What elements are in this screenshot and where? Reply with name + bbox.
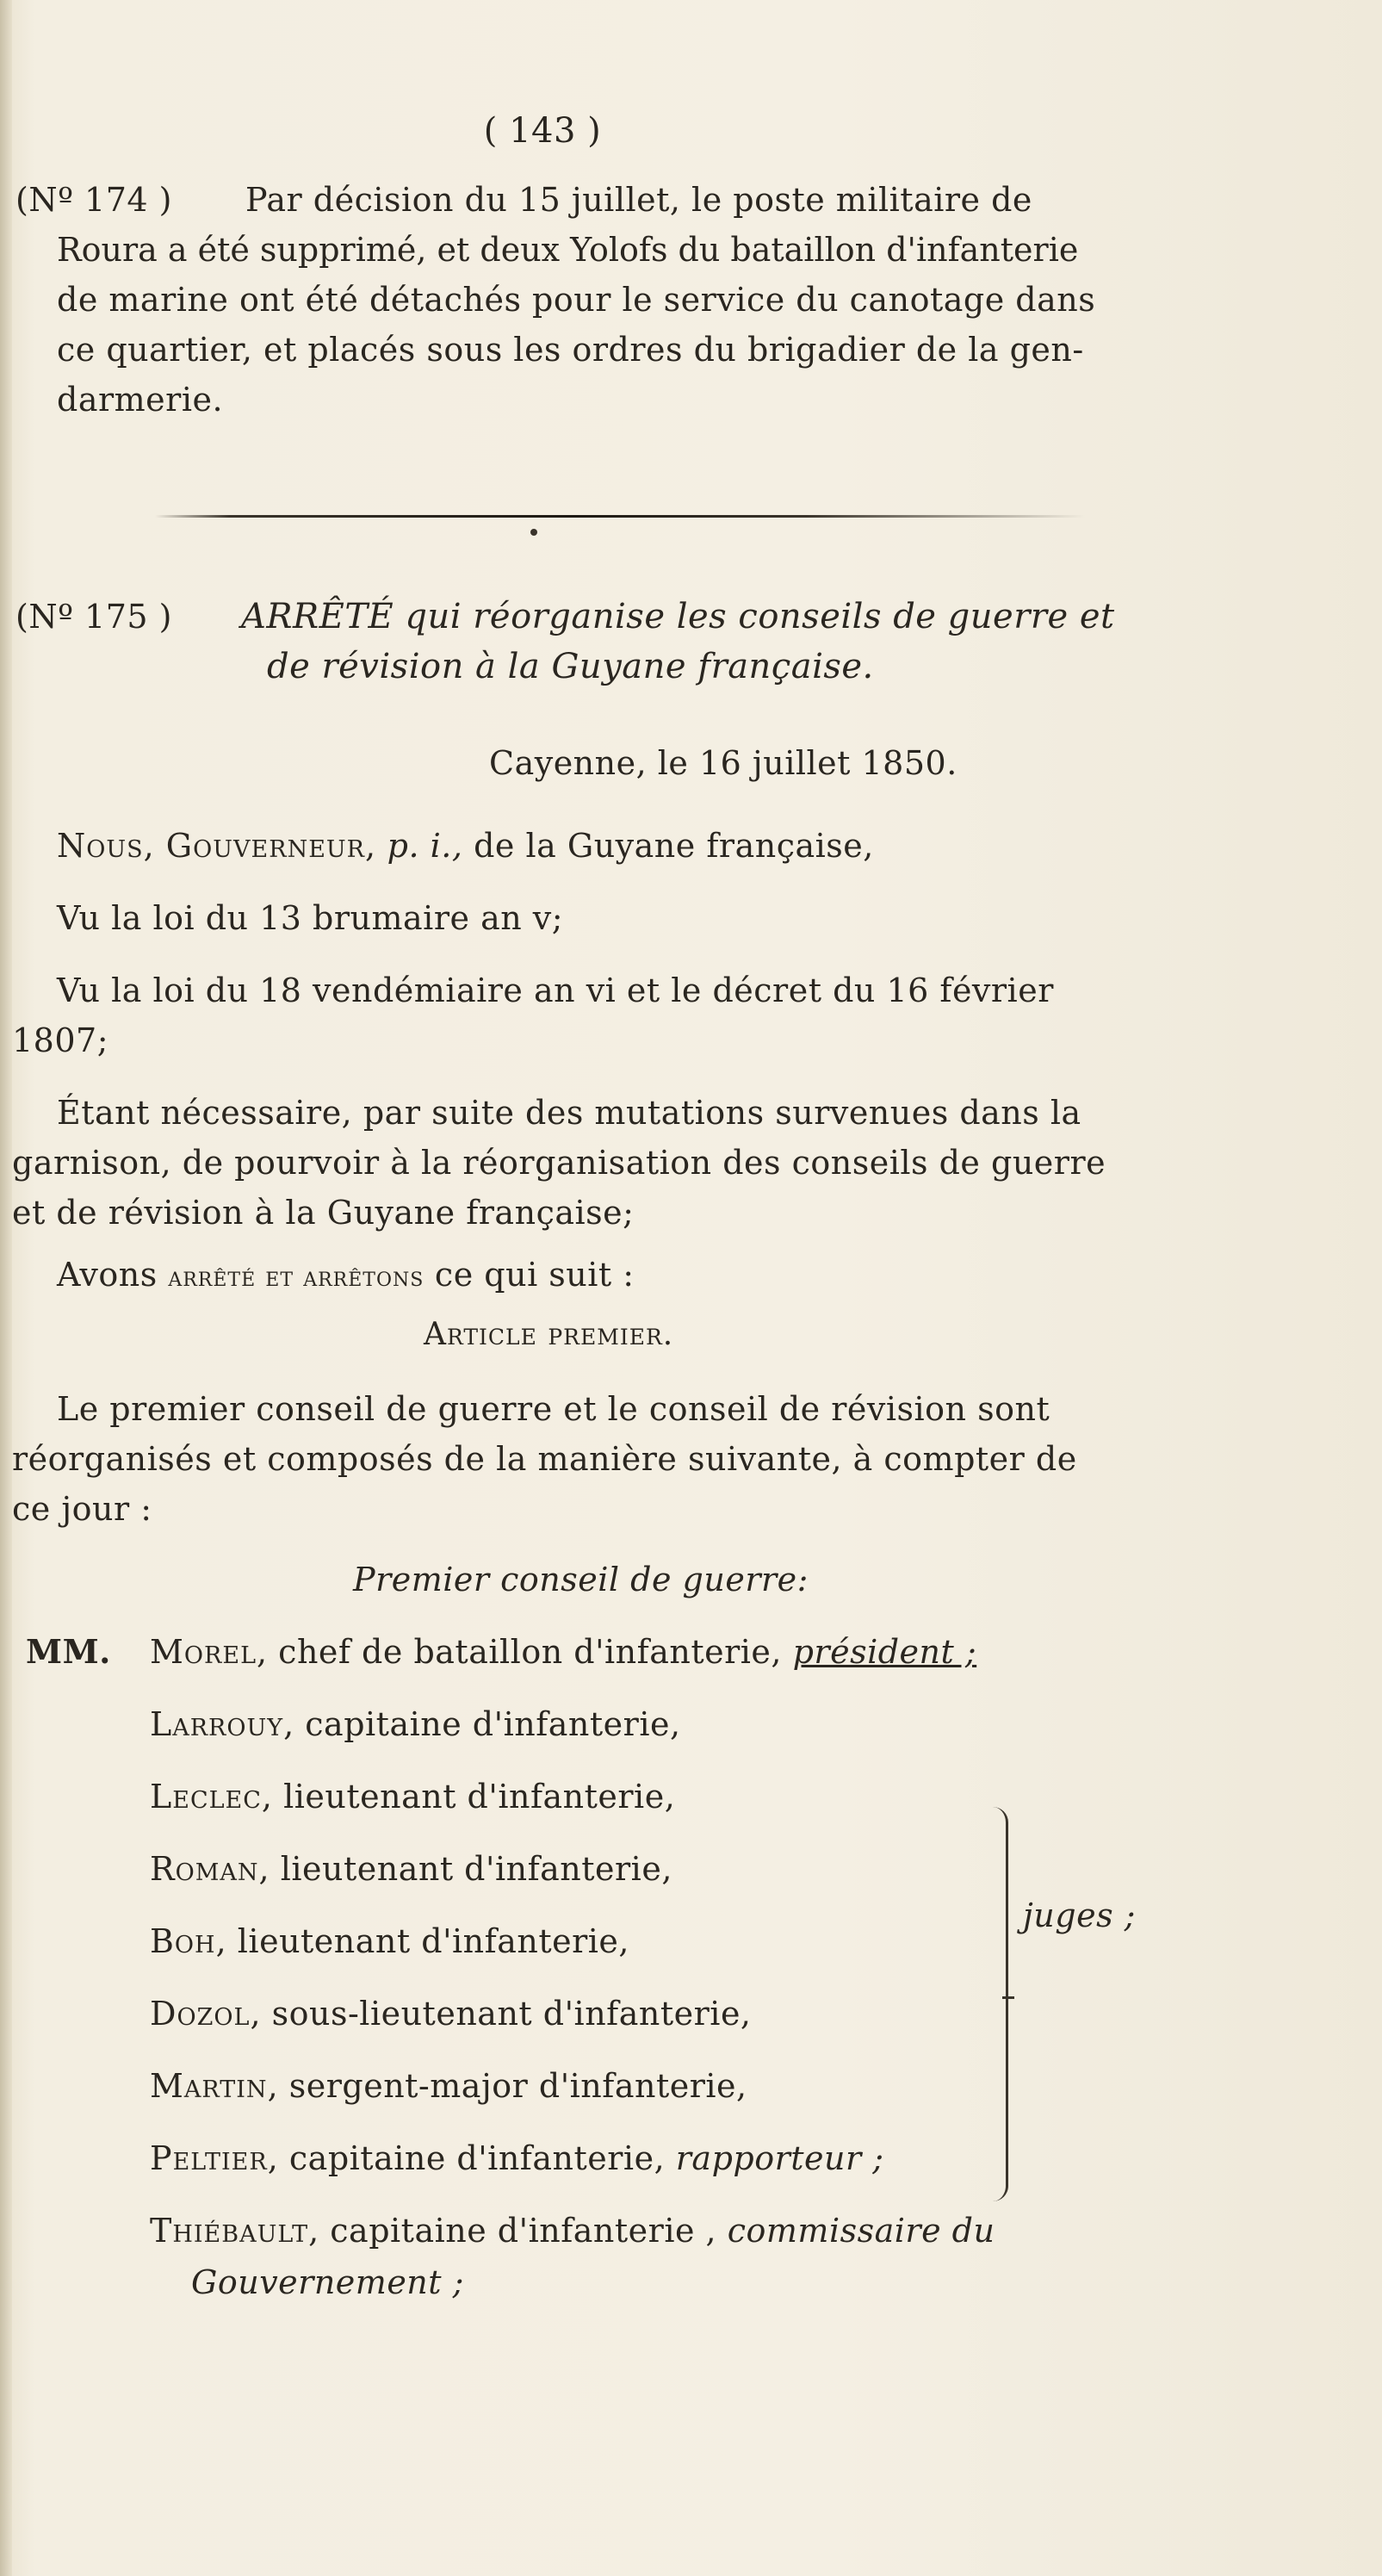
gouverneur-pi: p. i.,: [387, 827, 463, 865]
gouverneur-rest: de la Guyane française,: [474, 827, 874, 865]
member-desc: , lieutenant d'infanterie,: [261, 1778, 676, 1816]
member-role-continuation: Gouvernement ;: [191, 2263, 464, 2301]
section-divider: [155, 515, 1085, 518]
member-desc: , lieutenant d'infanterie,: [258, 1850, 672, 1888]
member-name: Larrouy: [150, 1705, 284, 1743]
member-desc: , capitaine d'infanterie ,: [308, 2212, 717, 2250]
item-174-number: (Nº 174 ): [15, 181, 172, 219]
gouverneur-lead: Nous, Gouverneur,: [57, 827, 377, 865]
member-row: [150, 2210, 995, 2251]
item-174-line-5: darmerie.: [57, 381, 224, 419]
member-desc: , capitaine d'infanterie,: [267, 2139, 666, 2177]
item-174-line-2: Roura a été supprimé, et deux Yolofs du bataillon d'infanterie: [57, 231, 1079, 269]
member-name: Peltier: [150, 2139, 268, 2177]
divider-dot: [530, 529, 537, 536]
member-desc: , lieutenant d'infanterie,: [215, 1922, 629, 1960]
member-role: commissaire du: [727, 2212, 995, 2250]
member-role: rapporteur ;: [675, 2139, 884, 2177]
etant-line-2: garnison, de pourvoir à la réorganisation des conseils de guerre: [12, 1144, 1106, 1182]
article-1-line-1: Le premier conseil de guerre et le conseil de révision sont: [57, 1390, 1050, 1428]
member-name: Thiébault: [150, 2212, 309, 2250]
member-name: Leclec: [150, 1778, 262, 1816]
vu-loi-vendemiaire-cont: 1807;: [12, 1021, 109, 1059]
member-row: [150, 1993, 752, 2034]
arrete-title-line-1: ARRÊTÉ qui réorganise les conseils de guerre et: [241, 597, 1115, 636]
juges-label: juges ;: [1023, 1896, 1136, 1934]
avons-lead: Avons: [57, 1256, 158, 1294]
page-spine-shadow: [0, 0, 12, 2576]
member-row: [150, 2065, 747, 2107]
member-row: [150, 2138, 884, 2179]
arrete-title-line-2: de révision à la Guyane française.: [267, 647, 874, 686]
member-row: [150, 1704, 681, 1745]
member-row: [150, 1631, 976, 1673]
member-name: Roman: [150, 1850, 259, 1888]
member-row: [150, 1776, 675, 1817]
page-number: ( 143 ): [483, 111, 602, 151]
place-date: Cayenne, le 16 juillet 1850.: [489, 744, 957, 782]
premier-conseil-heading: Premier conseil de guerre:: [353, 1561, 809, 1598]
member-name: Morel: [150, 1633, 257, 1671]
avons-arrete: arrêté et arrêtons: [168, 1260, 425, 1293]
member-name: Dozol: [150, 1995, 251, 2033]
gouverneur-line: [57, 825, 874, 866]
member-role: président ;: [792, 1633, 977, 1671]
member-row: [150, 1921, 629, 1962]
vu-loi-brumaire: Vu la loi du 13 brumaire an v;: [57, 899, 564, 937]
vu-loi-vendemiaire: Vu la loi du 18 vendémiaire an vi et le décret du 16 février: [57, 971, 1054, 1009]
member-desc: , chef de bataillon d'infanterie,: [257, 1633, 782, 1671]
avons-line: [57, 1254, 635, 1297]
member-name: Martin: [150, 2067, 268, 2105]
member-desc: , capitaine d'infanterie,: [283, 1705, 681, 1743]
item-174-line-1: Par décision du 15 juillet, le poste militaire de: [245, 181, 1032, 219]
member-desc: , sous-lieutenant d'infanterie,: [250, 1995, 752, 2033]
member-name: Boh: [150, 1922, 216, 1960]
juges-brace-tip: [1002, 1996, 1014, 2011]
mm-label: MM.: [26, 1632, 111, 1671]
item-174-line-4: ce quartier, et placés sous les ordres du brigadier de la gen-: [57, 331, 1084, 369]
article-premier-heading: Article premier.: [424, 1317, 674, 1352]
etant-line-3: et de révision à la Guyane française;: [12, 1194, 635, 1232]
article-1-line-2: réorganisés et composés de la manière suivante, à compter de: [12, 1440, 1077, 1478]
member-desc: , sergent-major d'infanterie,: [267, 2067, 747, 2105]
item-175-number: (Nº 175 ): [15, 598, 172, 636]
article-1-line-3: ce jour :: [12, 1490, 152, 1528]
etant-line-1: Étant nécessaire, par suite des mutations survenues dans la: [57, 1094, 1081, 1132]
avons-rest: ce qui suit :: [434, 1256, 635, 1294]
item-174-line-3: de marine ont été détachés pour le service du canotage dans: [57, 281, 1096, 319]
member-row: [150, 1848, 672, 1890]
